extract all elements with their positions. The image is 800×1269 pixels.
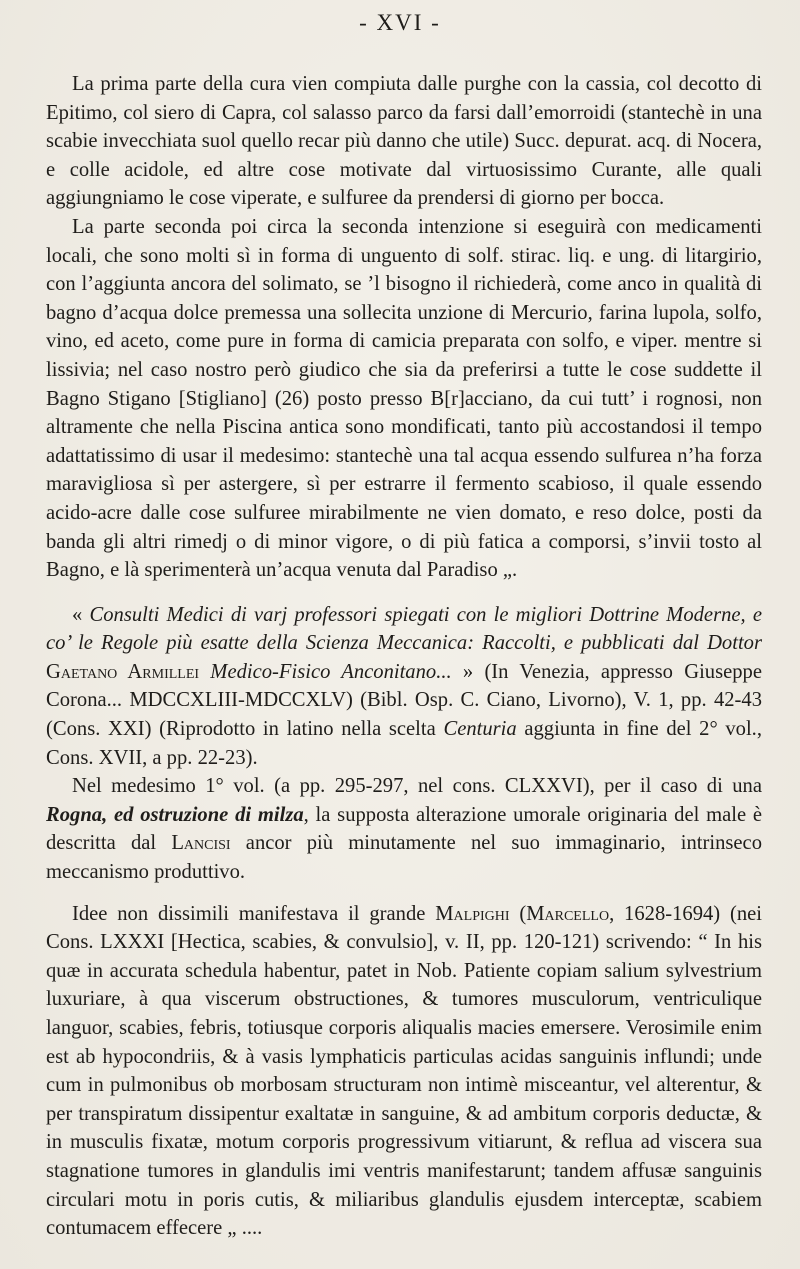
citation-details: » (In Venezia, appresso Giuseppe Corona... MDCCXLIII-MDCCXLV) (Bibl. Osp. C. Ciano, Livorno), V. 1, pp. 42-43 (Cons. XXI) (Riprodotto in latino nella scelta — [46, 660, 762, 741]
lancisi-text-a: Nel medesimo 1° vol. (a pp. 295-297, nel cons. CLXXVI), per il caso di una — [72, 775, 762, 798]
paragraph-cure-first-part: La prima parte della cura vien compiuta dalle purghe con la cassia, col decotto di Epitimo, col siero di Capra, col salasso parco da farsi dall’emorroidi (stantechè in una scabie invecchiata suol quello recar più danno che utile) Succ. depurat. acq. di Nocera, e colle acidole, ed altre cose motivate dal virtuosissimo Curante, alle quali aggiungniamo le cose viperate, e sulfuree da prendersi di giorno per bocca. — [46, 73, 762, 210]
malpighi-text-b: , 1628-1694) (nei Cons. LXXXI [Hectica, scabies, & convulsio], v. II, pp. 120-121) scrivendo: “ In his quæ in accurata schedula habentur, patet in Nob. Patiente copiam salium sylvestrium luxuriare, à qua viscerum obstructiones, & tumores musculorum, ventriculique languor, scabies, febris, totiusque corporis aliqualis macies emersere. Verosimile enim est ab hypocondriis, & à vasis lymphaticis particulas acidas sanguinis influndi; unde cum in pulmonibus ob morbosam structuram non intimè misceantur, vel alterentur, & per transpiratum dissipentur exaltatæ in sanguine, & ad ambitum corporis deductæ, & in musculis fixatæ, motum corporis progressivum vitiarunt, & reflua ad viscera sua stagnatione tumores in glandulis imi ventris manifestarunt; tandem affusæ sanguinis circulari motu in poris cutis, & miliaribus glandulis ejusdem interceptæ, scabiem contumacem effecere „ .... — [46, 902, 762, 1240]
lancisi-name: Lancisi — [171, 832, 231, 855]
malpighi-name: Malpighi (Marcello — [435, 902, 610, 925]
lancisi-text-c: ancor più minutamente nel suo immaginario, intrinseco meccanismo produttivo. — [46, 832, 762, 884]
lancisi-case-title: Rogna, ed ostruzione di milza — [46, 803, 304, 826]
citation-open-quote: « — [72, 603, 90, 626]
paragraph-cure-second-part: La parte seconda poi circa la seconda intenzione si eseguirà con medicamenti locali, che sono molti sì in forma di unguento di solf. stirac. liq. e ung. di litargirio, con l’aggiunta ancora del solimato, se ’l bisogno il richiederà, come anco in qualità di bagno d’acqua dolce premessa una sollecita unzione di Mercurio, farina lupola, solfo, vino, ed aceto, come pure in forma di camicia preparata con solfo, e viper. mentre si lissivia; nel caso nostro però giudico che sia da preferirsi a tutte le cose suddette il Bagno Stigano [Stigliano] (26) posto presso B[r]acciano, da cui tutt’ i rognosi, non altramente che nella Piscina antica sono mondificati, tanto più accostandosi il tempo adattatissimo di usar il medesimo: stantechè una tal acqua essendo sulfurea n’ha forza maravigliosa sì per astergere, sì per estrarre il fermento scabioso, il quale essendo acido-acre dalle cose sulfuree mirabilmente ne vien domato, e reso dolce, posti da banda gli altri rimedj o di minor vigore, o di più fatica a comporsi, s’invii tosto al Bagno, e là sperimenterà un’acqua venuta dal Paradiso „. — [46, 215, 762, 582]
citation-author: Gaetano Armillei — [46, 660, 200, 683]
body-text — [46, 70, 762, 1243]
citation-details-end: aggiunta in fine del 2° vol., Cons. XVII, a pp. 22-23). — [46, 718, 762, 769]
malpighi-text-a: Idee non dissimili manifestava il grande — [72, 902, 436, 925]
page-number: - XVI - — [359, 10, 441, 35]
paragraph-citation — [46, 601, 762, 773]
citation-centuria: Centuria — [443, 718, 517, 741]
paragraph-lancisi — [46, 772, 762, 886]
paragraph-malpighi — [46, 900, 762, 1243]
lancisi-text-b: , la supposta alterazione umorale originaria del male è descritta dal — [46, 803, 762, 855]
citation-title: Consulti Medici di varj professori spiegati con le migliori Dottrine Moderne, e co’ le Regole più esatte della Scienza Meccanica: Raccolti, e pubblicati dal Dottor — [46, 603, 762, 655]
citation-title-cont: Medico-Fisico Anconitano... — [210, 660, 452, 683]
